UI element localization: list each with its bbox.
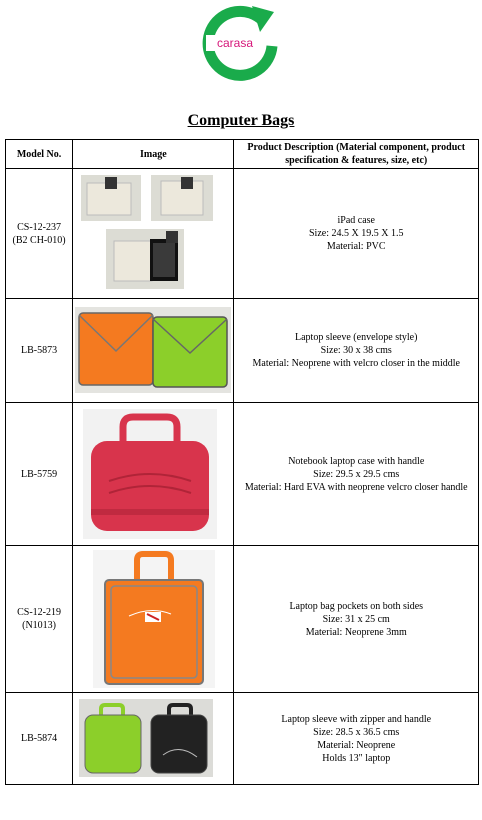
header-image: Image	[73, 140, 234, 169]
image-cell	[73, 403, 234, 546]
envelope-sleeve-photo	[75, 307, 231, 393]
ipad-case-photo-3	[106, 229, 184, 289]
image-cell	[73, 693, 234, 785]
image-cell	[73, 169, 234, 299]
model-cell: LB-5759	[6, 403, 73, 546]
table-row	[6, 546, 479, 693]
ipad-case-photo-1	[81, 175, 141, 221]
table-row	[6, 169, 479, 299]
orange-laptop-bag-photo	[93, 550, 215, 688]
description-cell: Laptop sleeve with zipper and handle Size: 28.5 x 36.5 cms Material: Neoprene Holds 13" laptop	[234, 693, 479, 785]
model-cell: CS-12-219 (N1013)	[6, 546, 73, 693]
table-row	[6, 299, 479, 403]
carasa-logo	[200, 2, 282, 84]
svg-text:carasa: carasa	[216, 36, 254, 50]
table-header-row	[6, 140, 479, 169]
model-cell: LB-5873	[6, 299, 73, 403]
image-cell	[73, 299, 234, 403]
model-cell: LB-5874	[6, 693, 73, 785]
table-row	[6, 403, 479, 546]
header-model: Model No.	[6, 140, 73, 169]
description-cell: iPad case Size: 24.5 X 19.5 X 1.5 Material: PVC	[234, 169, 479, 299]
product-table	[5, 139, 479, 785]
image-cell	[73, 546, 234, 693]
model-cell: CS-12-237 (B2 CH-010)	[6, 169, 73, 299]
description-cell: Laptop bag pockets on both sides Size: 31 x 25 cm Material: Neoprene 3mm	[234, 546, 479, 693]
zipper-sleeve-photo	[79, 699, 213, 777]
description-cell: Notebook laptop case with handle Size: 29.5 x 29.5 cms Material: Hard EVA with neoprene velcro closer handle	[234, 403, 479, 546]
description-cell: Laptop sleeve (envelope style) Size: 30 x 38 cms Material: Neoprene with velcro closer in the middle	[234, 299, 479, 403]
header-description: Product Description (Material component, product specification & features, size, etc)	[234, 140, 479, 169]
ipad-case-photo-2	[151, 175, 213, 221]
red-eva-case-photo	[83, 409, 217, 539]
table-row	[6, 693, 479, 785]
page-title: Computer Bags	[187, 112, 295, 129]
